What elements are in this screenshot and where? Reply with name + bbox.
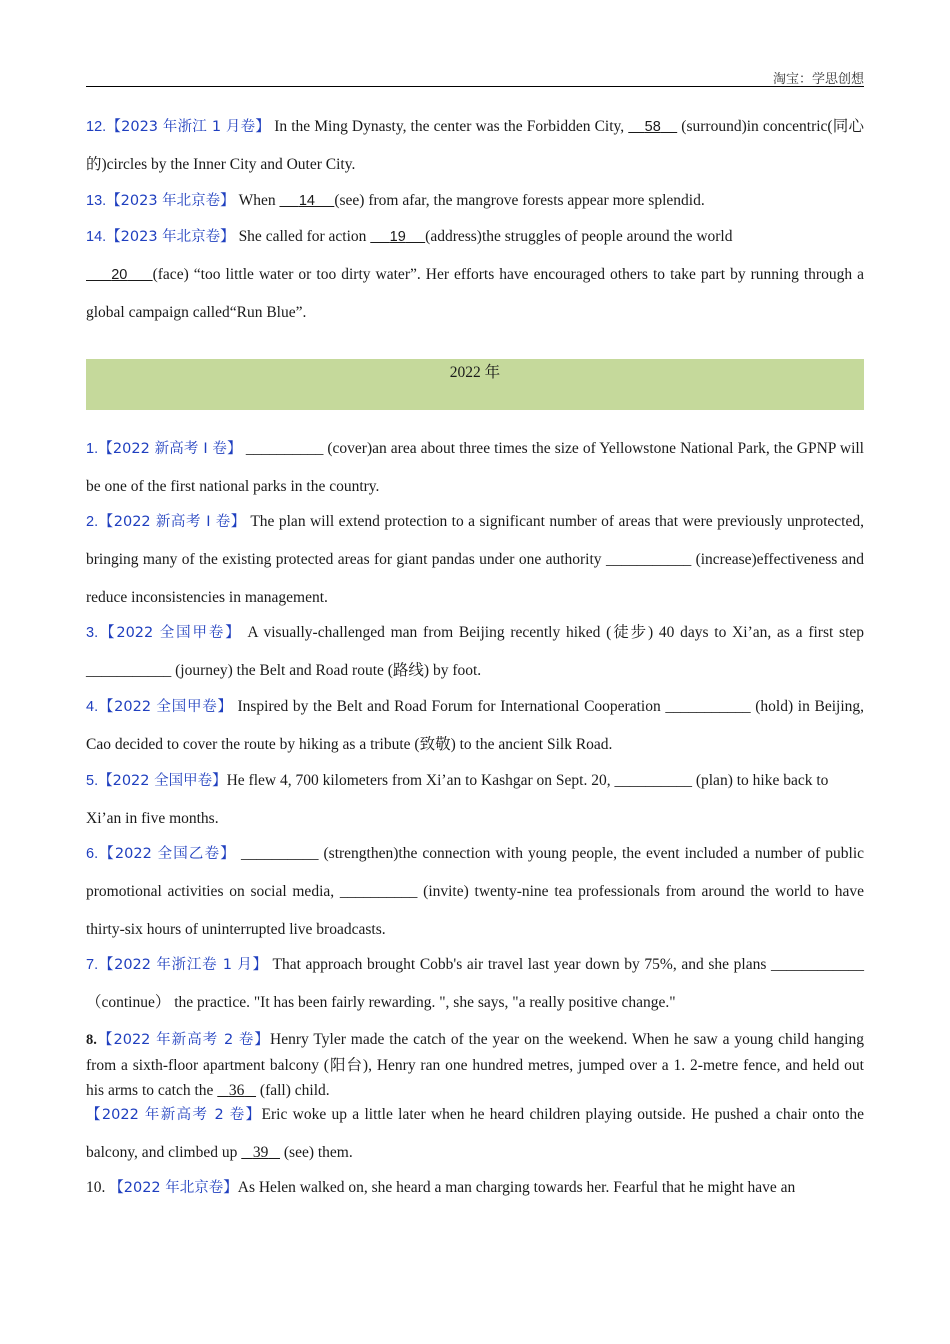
answer-blank[interactable]: 19 — [389, 229, 406, 245]
answer-blank[interactable]: ___________ — [86, 662, 172, 679]
question-8: 8.【2022 年新高考 2 卷】Henry Tyler made the catch of the year on the weekend. When he saw a young child hanging from a sixth-floor apartment balcony (阳台), Henry ran one hundred metres, jumped over a 1. 2-metre fence, and held out his arms to catch the 36 (fall) child. — [86, 1031, 864, 1099]
page-header — [86, 66, 864, 87]
source-tag: 【2023 年浙江 1 月卷】 — [106, 119, 271, 135]
section-header-2022: 2022 年 — [86, 359, 864, 410]
question-13: 13.【2023 年北京卷】 When 14 (see) from afar, the mangrove forests appear more splendid. — [86, 192, 705, 209]
question-3: 3.【2022 全国甲卷】 A visually-challenged man from Beijing recently hiked (徒步) 40 days to Xi’an, as a first step ___________ (journey) the Belt and Road route (路线) by foot. — [86, 624, 865, 679]
question-10: 10. 【2022 年北京卷】As Helen walked on, she heard a man charging towards her. Fearful that he might have an — [86, 1179, 796, 1196]
question-2: 2.【2022 新高考 I 卷】 The plan will extend protection to a significant number of areas that were previously unprotected, bringing many of the existing protected areas for giant pandas under one authority ___________ (increase)effectiveness and reduce inconsistencies in management. — [86, 513, 865, 606]
answer-blank[interactable]: 39 — [252, 1144, 269, 1161]
answer-blank[interactable]: __________ — [245, 440, 324, 457]
source-tag: 【2022 年北京卷】 — [109, 1180, 238, 1196]
answer-blank[interactable]: __________ — [339, 883, 418, 900]
source-tag: 【2022 全国甲卷】 — [98, 625, 242, 641]
question-7: 7.【2022 年浙江卷 1 月】 That approach brought Cobb's air travel last year down by 75%, and she plans ____________（continue） the practice. "It has been fairly rewarding. ", she says, "a really positive change." — [86, 956, 865, 1011]
source-tag: 【2023 年北京卷】 — [106, 193, 235, 209]
question-1: 1.【2022 新高考 I 卷】 __________ (cover)an area about three times the size of Yellowstone National Park, the GPNP will be one of the first national parks in the country. — [86, 440, 864, 495]
answer-blank[interactable]: 14 — [298, 193, 315, 209]
question-9: 【2022 年新高考 2 卷】Eric woke up a little later when he heard children playing outside. He pushed a chair onto the balcony, and climbed up 39 (see) them. — [86, 1106, 864, 1161]
answer-blank[interactable]: 36 — [228, 1082, 245, 1099]
question-6: 6.【2022 全国乙卷】 __________ (strengthen)the connection with young people, the event included a number of public promotional activities on social media, __________ (invite) twenty-nine tea professionals from around the world to have thirty-six hours of uninterrupted live broadcasts. — [86, 845, 865, 938]
question-14: 14.【2023 年北京卷】 She called for action 19 (address)the struggles of people around the world 20 (face) “too little water or too dirty water”. Her efforts have encouraged others to take part by running through a global campaign called“Run Blue”. — [86, 228, 865, 321]
source-tag: 【2022 新高考 I 卷】 — [98, 441, 242, 457]
source-tag: 【2022 年新高考 2 卷】 — [96, 1032, 270, 1048]
source-tag: 【2023 年北京卷】 — [106, 229, 235, 245]
source-tag: 【2022 全国甲卷】 — [98, 773, 227, 789]
answer-blank[interactable]: 58 — [644, 119, 661, 135]
question-5: 5.【2022 全国甲卷】He flew 4, 700 kilometers from Xi’an to Kashgar on Sept. 20, __________ (plan) to hike back to Xi’an in five months. — [86, 772, 829, 827]
answer-blank[interactable]: 20 — [111, 267, 128, 283]
answer-blank[interactable]: __________ — [614, 772, 692, 789]
source-tag: 【2022 全国甲卷】 — [98, 699, 233, 715]
answer-blank[interactable]: __________ — [240, 845, 319, 862]
answer-blank[interactable]: ___________ — [665, 698, 751, 715]
answer-blank[interactable]: ____________ — [771, 956, 865, 973]
question-12: 12.【2023 年浙江 1 月卷】 In the Ming Dynasty, the center was the Forbidden City, 58 (surround)in concentric(同心的)circles by the Inner City and Outer City. — [86, 118, 865, 173]
source-tag: 【2022 新高考 I 卷】 — [98, 514, 246, 530]
header-text: 淘宝：学思创想 — [772, 71, 864, 86]
answer-blank[interactable]: ___________ — [605, 551, 692, 568]
source-tag: 【2022 全国乙卷】 — [98, 846, 236, 862]
question-4: 4.【2022 全国甲卷】 Inspired by the Belt and Road Forum for International Cooperation ___________ (hold) in Beijing, Cao decided to cover the route by hiking as a tribute (致敬) to the ancient Silk Road. — [86, 698, 865, 753]
source-tag: 【2022 年新高考 2 卷】 — [86, 1107, 262, 1123]
source-tag: 【2022 年浙江卷 1 月】 — [98, 957, 268, 973]
